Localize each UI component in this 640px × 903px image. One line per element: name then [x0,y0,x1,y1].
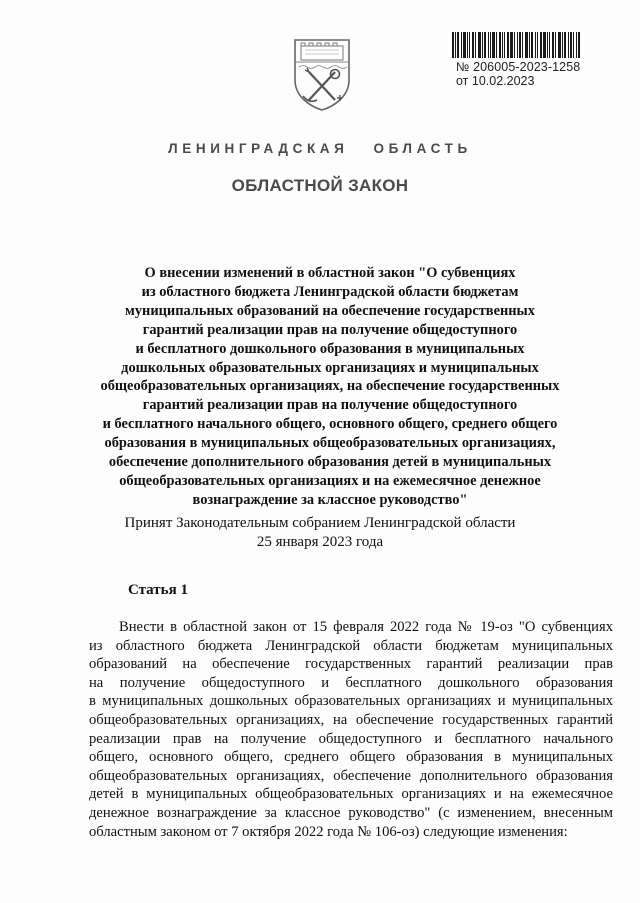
law-title-line: муниципальных образований на обеспечение государственных [125,302,535,319]
law-title-line: гарантий реализации прав на получение общедоступного [142,397,518,414]
adoption-note [0,514,640,552]
article-line: общего, основного общего, среднего общего образования в муниципальных [89,749,613,766]
article-line: из областного бюджета Ленинградской области бюджетам муниципальных [89,637,613,654]
law-title-line: и бесплатного начального общего, основного общего, среднего общего [102,416,558,433]
law-title-line: гарантий реализации прав на получение общедоступного [142,321,518,338]
law-title-line: О внесении изменений в областной закон "О субвенциях [144,265,516,281]
article-line: областным законом от 7 октября 2022 года № 106-оз) следующие изменения: [89,823,568,840]
law-title-line: общеобразовательных организациях и на ежемесячное денежное [119,472,541,489]
article-heading: Статья 1 [128,582,188,598]
law-title-line: образования в муниципальных общеобразовательных организациях, [104,435,556,452]
article-line: общеобразовательных организациях, на обеспечение государственных гарантий [89,711,613,728]
registration-date: от 10.02.2023 [456,74,535,88]
adoption-body: Принят Законодательным собранием Ленинградской области [124,515,516,531]
law-title-line: и бесплатного дошкольного образования в муниципальных [135,340,525,357]
article-line: детей в муниципальных общеобразовательных организациях и на ежемесячное [89,786,613,803]
article-line: Внести в областной закон от 15 февраля 2022 года № 19-оз "О субвенциях [119,619,613,635]
article-line: денежное вознаграждение за классное руководство" (с изменением, внесенным [89,804,613,821]
article-line: общеобразовательных организациях, обеспечение дополнительного образования [89,767,613,784]
law-title-line: дошкольных образовательных организациях и муниципальных [121,359,539,376]
law-title-line: общеобразовательных организациях, на обеспечение государственных [100,378,560,395]
registration-number: № 206005-2023-1258 [456,60,581,74]
article-line: на получение общедоступного и бесплатного дошкольного образования [89,674,613,691]
article-line: реализации прав на получение общедоступного и бесплатного начального [89,730,613,747]
adoption-date: 25 января 2023 года [256,534,384,550]
law-title [80,264,580,510]
article-line: в муниципальных дошкольных образовательных организациях и муниципальных [89,693,613,710]
article-line: образований на обеспечение государственных гарантий реализации прав [89,656,613,673]
document-type-heading: ОБЛАСТНОЙ ЗАКОН [231,176,409,195]
law-title-line: из областного бюджета Ленинградской области бюджетам [141,283,519,300]
law-title-line: вознаграждение за классное руководство" [192,491,468,508]
law-title-line: обеспечение дополнительного образования детей в муниципальных [108,454,552,471]
barcode-icon [452,32,580,58]
article-body [89,618,613,841]
coat-of-arms-icon [291,36,353,112]
region-heading: ЛЕНИНГРАДСКАЯ ОБЛАСТЬ [168,141,472,156]
